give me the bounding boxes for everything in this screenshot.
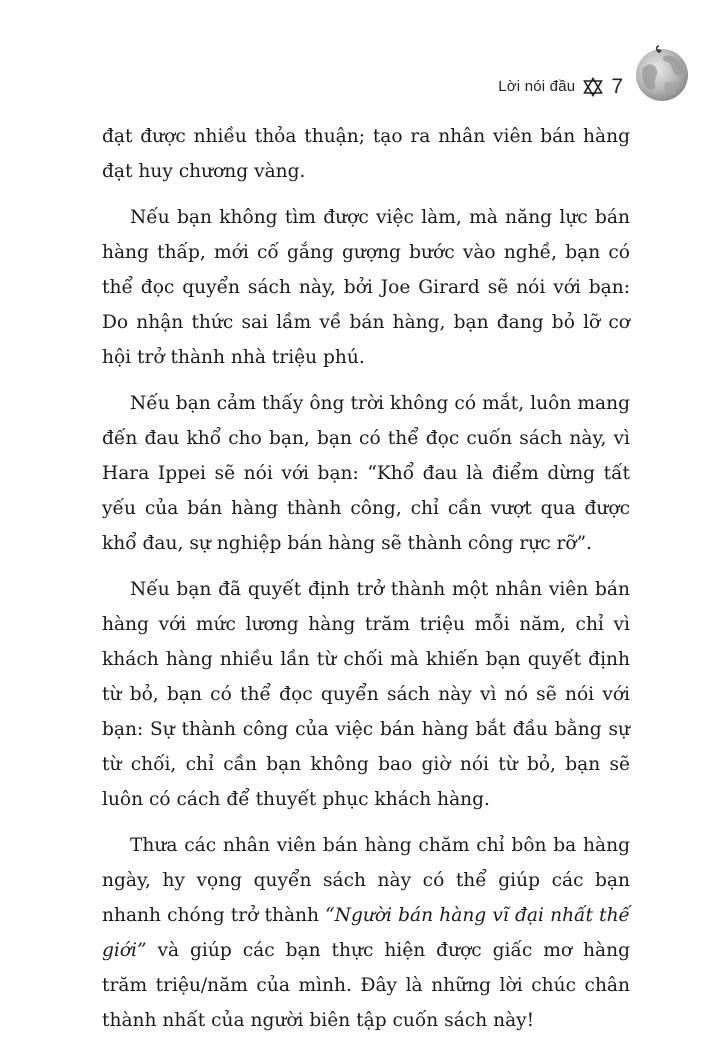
paragraph-closing xyxy=(102,828,630,1038)
paragraph: Nếu bạn không tìm được việc làm, mà năng lực bán hàng thấp, mới cố gắng gượng bước vào nghề, bạn có thể đọc quyển sách này, bởi Joe Girard sẽ nói với bạn: Do nhận thức sai lầm về bán hàng, bạn đang bỏ lỡ cơ hội trở thành nhà triệu phú. xyxy=(102,207,630,368)
page-body xyxy=(102,119,630,1049)
star-of-david-icon xyxy=(583,77,603,97)
globe-icon xyxy=(633,44,691,102)
running-header xyxy=(498,76,623,97)
paragraph-text: và giúp các bạn thực hiện được giấc mơ hàng trăm triệu/năm của mình. Đây là những lời chúc chân thành nhất của người biên tập cuốn sách này! xyxy=(102,940,630,1031)
page-number: 7 xyxy=(611,75,623,98)
emphasized-book-title: “Người bán hàng vĩ đại nhất thế giới” xyxy=(102,905,630,961)
paragraph-continued: đạt được nhiều thỏa thuận; tạo ra nhân viên bán hàng đạt huy chương vàng. xyxy=(102,126,630,182)
chapter-title: Lời nói đầu xyxy=(498,78,576,95)
paragraph-text: Thưa các nhân viên bán hàng chăm chỉ bôn ba hàng ngày, hy vọng quyển sách này có thể giúp các bạn nhanh chóng trở thành xyxy=(102,835,630,926)
paragraph: Nếu bạn đã quyết định trở thành một nhân viên bán hàng với mức lương hàng trăm triệu mỗi năm, chỉ vì khách hàng nhiều lần từ chối mà khiến bạn quyết định từ bỏ, bạn có thể đọc quyển sách này vì nó sẽ nói với bạn: Sự thành công của việc bán hàng bắt đầu bằng sự từ chối, chỉ cần bạn không bao giờ nói từ bỏ, bạn sẽ luôn có cách để thuyết phục khách hàng. xyxy=(102,579,630,810)
paragraph: Nếu bạn cảm thấy ông trời không có mắt, luôn mang đến đau khổ cho bạn, bạn có thể đọc cuốn sách này, vì Hara Ippei sẽ nói với bạn: “Khổ đau là điểm dừng tất yếu của bán hàng thành công, chỉ cần vượt qua được khổ đau, sự nghiệp bán hàng sẽ thành công rực rỡ”. xyxy=(102,393,630,554)
